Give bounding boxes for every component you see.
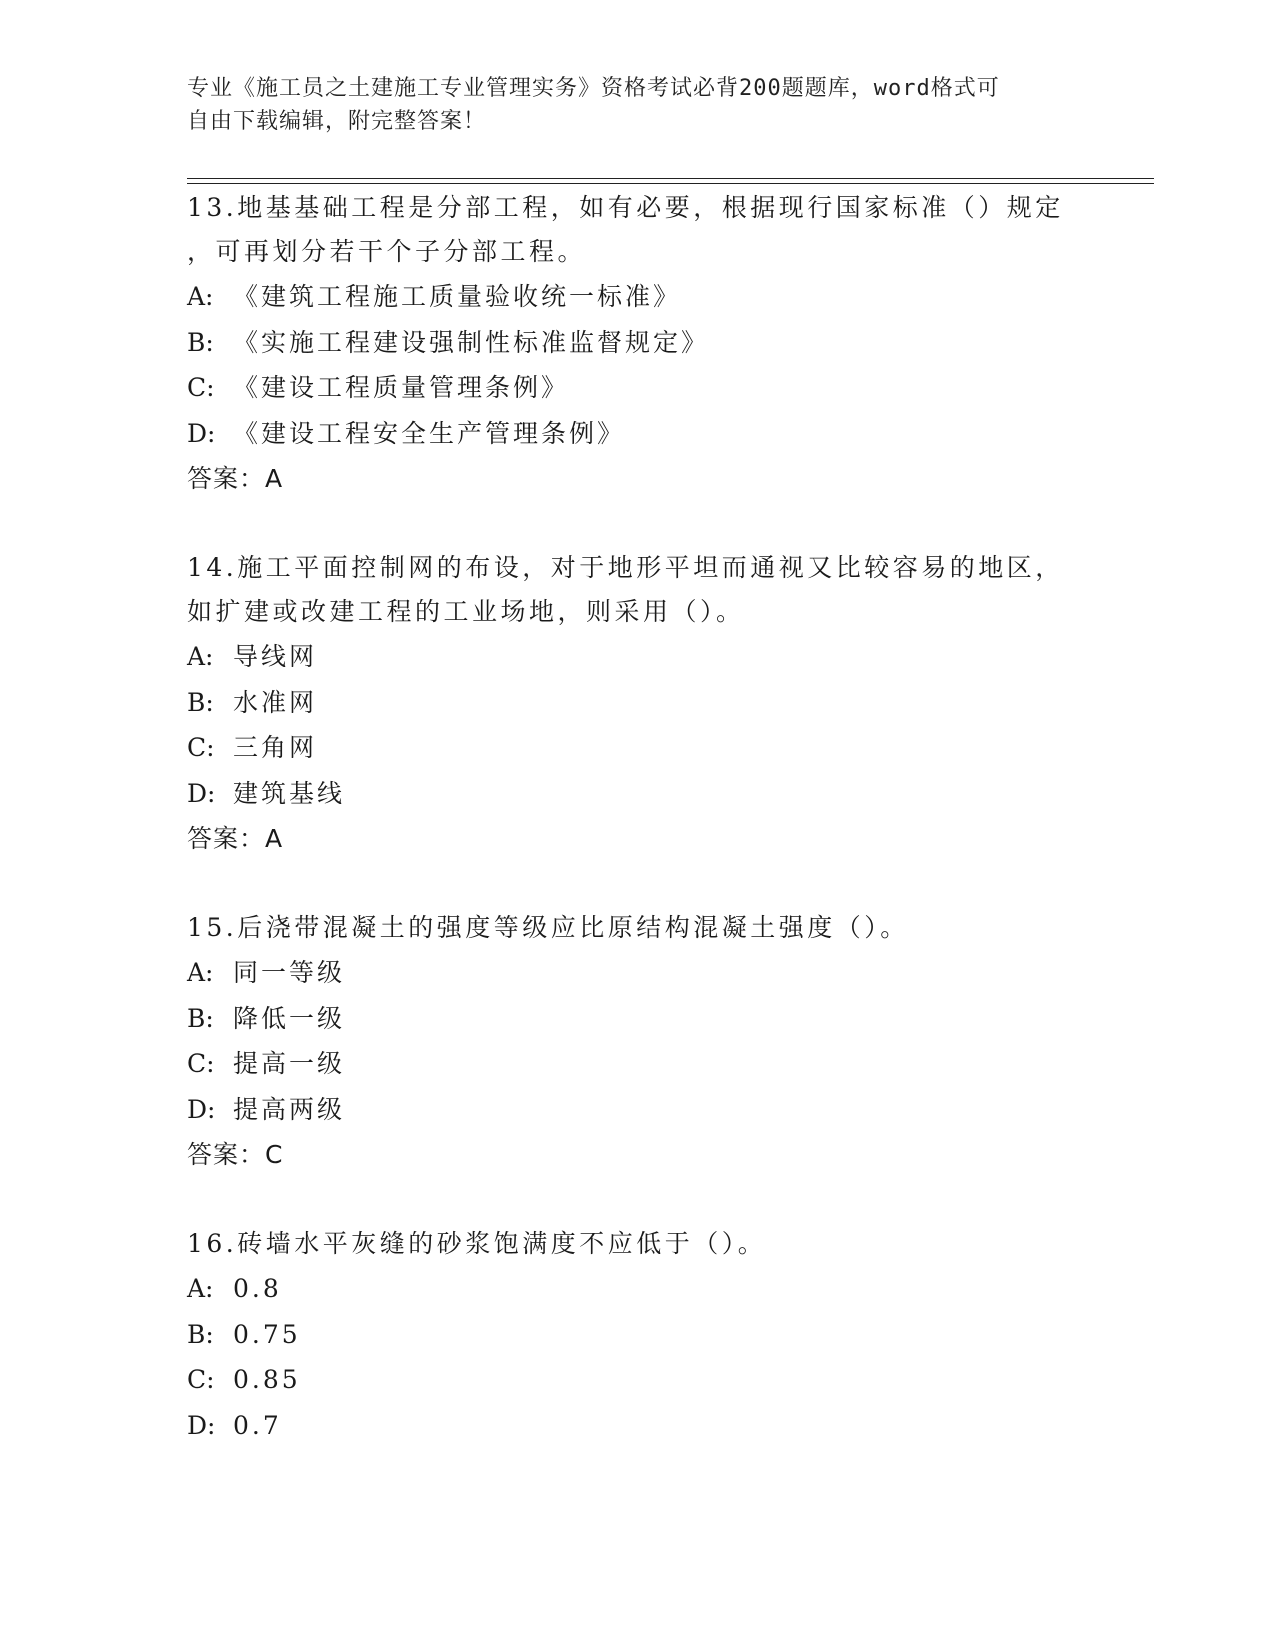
- option-a: [187, 1266, 1087, 1312]
- option-letter: A:: [187, 1274, 214, 1303]
- option-text: 提高两级: [233, 1094, 346, 1124]
- option-letter: C:: [187, 733, 215, 762]
- option-text: 《实施工程建设强制性标准监督规定》: [233, 327, 710, 357]
- question-13: [187, 186, 1087, 501]
- header-line-2: 自由下载编辑，附完整答案！: [187, 109, 487, 134]
- option-text: 水准网: [233, 687, 318, 717]
- option-text: 三角网: [233, 733, 318, 762]
- option-text: 0.8: [233, 1274, 282, 1303]
- option-b: [187, 996, 1087, 1042]
- question-15: [187, 906, 1087, 1177]
- option-d: [187, 771, 1087, 817]
- header-line-1: 专业《施工员之土建施工专业管理实务》资格考试必背200题题库，word格式可: [187, 76, 1000, 101]
- option-b: [187, 320, 1087, 366]
- option-letter: A:: [187, 958, 214, 987]
- question-spacer: [187, 1177, 1087, 1222]
- header-divider-bottom: [187, 183, 1154, 184]
- option-letter: B:: [187, 1319, 214, 1349]
- option-letter: A:: [187, 282, 214, 311]
- option-text: 提高一级: [233, 1049, 346, 1078]
- question-stem-line: 16.砖墙水平灰缝的砂浆饱满度不应低于（）。: [187, 1229, 767, 1258]
- option-letter: B:: [187, 687, 214, 717]
- question-14: [187, 546, 1087, 861]
- question-stem-line: ，可再划分若干个子分部工程。: [187, 237, 587, 266]
- option-text: 降低一级: [233, 1003, 346, 1033]
- option-text: 《建设工程安全生产管理条例》: [233, 418, 626, 448]
- option-d: [187, 411, 1087, 457]
- option-letter: C:: [187, 373, 215, 402]
- option-c: [187, 1357, 1087, 1403]
- option-d: [187, 1403, 1087, 1449]
- question-list: [187, 186, 1087, 1448]
- option-text: 0.85: [233, 1365, 301, 1394]
- option-letter: D:: [187, 1094, 216, 1124]
- question-spacer: [187, 861, 1087, 906]
- option-text: 导线网: [233, 642, 318, 671]
- option-letter: C:: [187, 1049, 215, 1078]
- option-letter: B:: [187, 1003, 214, 1033]
- answer-line: 答案：C: [187, 1140, 284, 1169]
- document-header: [187, 72, 1067, 138]
- answer-line: 答案：A: [187, 824, 284, 853]
- answer-line: 答案：A: [187, 464, 284, 493]
- option-letter: D:: [187, 1410, 216, 1440]
- option-d: [187, 1087, 1087, 1133]
- option-a: [187, 950, 1087, 996]
- option-a: [187, 274, 1087, 320]
- question-stem-line: 13.地基基础工程是分部工程，如有必要，根据现行国家标准（）规定: [187, 193, 1064, 222]
- question-stem-line: 15.后浇带混凝土的强度等级应比原结构混凝土强度（）。: [187, 913, 909, 942]
- option-text: 0.7: [233, 1410, 282, 1440]
- question-stem-line: 14.施工平面控制网的布设，对于地形平坦而通视又比较容易的地区，: [187, 553, 1064, 582]
- option-letter: A:: [187, 642, 214, 671]
- option-c: [187, 725, 1087, 771]
- option-b: [187, 1312, 1087, 1358]
- option-text: 同一等级: [233, 958, 346, 987]
- option-letter: D:: [187, 418, 216, 448]
- question-spacer: [187, 501, 1087, 546]
- question-stem-line: 如扩建或改建工程的工业场地，则采用（）。: [187, 597, 745, 626]
- option-a: [187, 634, 1087, 680]
- option-letter: C:: [187, 1365, 215, 1394]
- option-c: [187, 1041, 1087, 1087]
- header-divider-top: [187, 178, 1154, 179]
- option-text: 建筑基线: [233, 778, 346, 808]
- option-text: 《建设工程质量管理条例》: [233, 373, 570, 402]
- option-text: 《建筑工程施工质量验收统一标准》: [233, 282, 682, 311]
- option-letter: D:: [187, 778, 216, 808]
- option-b: [187, 680, 1087, 726]
- option-c: [187, 365, 1087, 411]
- question-16: [187, 1222, 1087, 1448]
- option-letter: B:: [187, 327, 214, 357]
- option-text: 0.75: [233, 1319, 301, 1349]
